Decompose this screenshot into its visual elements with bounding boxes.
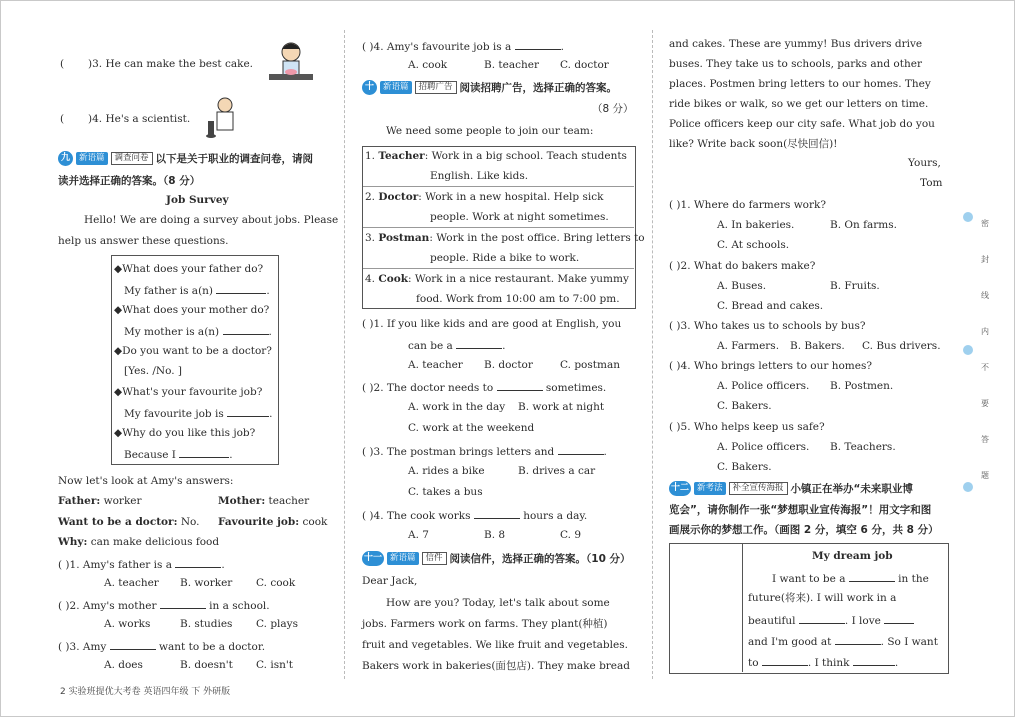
c1-q3-opt-b: B. doesn't [180, 659, 233, 671]
ad-teacher-l2: English. Like kids. [430, 170, 529, 182]
c2-q4-opt-c: C. doctor [560, 59, 609, 71]
poster-drawing-area-divider [742, 544, 743, 672]
section-instruction: 阅读信件，选择正确的答案。（10 分） [449, 553, 631, 565]
ad-divider [363, 186, 634, 187]
survey-intro-2: help us answer these questions. [58, 235, 229, 247]
c3-q4-opt-b: B. Postmen. [830, 380, 894, 392]
c3-q1-opt-c: C. At schools. [717, 239, 790, 251]
section-tag: 新语篇 [380, 81, 412, 94]
baker-boy-illustration [265, 38, 317, 86]
poster-line-3: beautiful . I love [748, 612, 914, 628]
q3-paren: ( [60, 58, 65, 70]
c2-q3-opt-b: B. drives a car [518, 465, 596, 477]
margin-char: 封 [981, 255, 989, 264]
survey-q1: ◆What does your father do? [114, 263, 264, 275]
page-footer: 2 实验班提优大考卷 英语四年级 下 外研版 [60, 687, 231, 697]
c1-question-2: ( )2. Amy's mother in a school. [58, 597, 270, 613]
c3-q1-opt-a: A. In bakeries. [717, 219, 795, 231]
survey-a1: My father is a(n) . [124, 282, 270, 298]
section-number: 九 [58, 151, 73, 166]
c2-question-4b: ( )4. The cook works hours a day. [362, 507, 587, 523]
c3-question-2: ( )2. What do bakers make? [669, 260, 816, 272]
section-9-header [58, 151, 313, 166]
c2-q4-opt-a: A. cook [408, 59, 448, 71]
c2-q2-opt-c: C. work at the weekend [408, 422, 535, 434]
poster-title: My dream job [812, 550, 893, 562]
margin-char: 内 [981, 327, 989, 336]
section-subtag: 补全宣传海报 [729, 482, 788, 495]
survey-q5: ◆Why do you like this job? [114, 427, 256, 439]
column-divider-2 [652, 30, 653, 679]
c2-q4b-opt-b: B. 8 [484, 529, 506, 541]
c1-q2-opt-a: A. works [104, 618, 151, 630]
amy-why: Why: can make delicious food [58, 536, 220, 548]
section-subtag: 信件 [422, 552, 447, 565]
c3-q1-opt-b: B. On farms. [830, 219, 897, 231]
survey-a3: [Yes. /No. ] [124, 365, 183, 377]
letter-line: How are you? Today, let's talk about some [386, 597, 610, 609]
c3-question-3: ( )3. Who takes us to schools by bus? [669, 320, 866, 332]
c3-q2-opt-c: C. Bread and cakes. [717, 300, 824, 312]
c3-q5-opt-a: A. Police officers. [717, 441, 810, 453]
section-tag: 新考法 [694, 482, 726, 495]
c1-question-3: ( )3. Amy want to be a doctor. [58, 638, 265, 654]
survey-a2: My mother is a(n) . [124, 323, 272, 339]
c3-q3-opt-b: B. Bakers. [790, 340, 845, 352]
section-instruction-cont: 画展示你的梦想工作。（画图 2 分，填空 6 分，共 8 分） [669, 524, 939, 536]
section-number: 十 [362, 80, 377, 95]
margin-hole [963, 482, 973, 492]
letter-closing: Yours, [908, 157, 941, 169]
ad-divider [363, 227, 634, 228]
c3-question-5: ( )5. Who helps keep us safe? [669, 421, 825, 433]
ad-intro: We need some people to join our team: [386, 125, 594, 137]
section-11-header [362, 551, 631, 566]
c2-q3-opt-c: C. takes a bus [408, 486, 483, 498]
c2-question-3: ( )3. The postman brings letters and . [362, 443, 607, 459]
c3-q4-opt-c: C. Bakers. [717, 400, 772, 412]
section-instruction: 小镇正在举办“未来职业博 [790, 483, 913, 495]
c1-q3-opt-c: C. isn't [256, 659, 293, 671]
amy-mother: Mother: teacher [218, 495, 310, 507]
margin-char: 不 [981, 363, 989, 372]
column-divider-1 [344, 30, 345, 679]
survey-q3: ◆Do you want to be a doctor? [114, 345, 272, 357]
c2-question-2: ( )2. The doctor needs to sometimes. [362, 379, 606, 395]
section-subtag: 招聘广告 [415, 81, 457, 94]
c3-q5-opt-c: C. Bakers. [717, 461, 772, 473]
amy-intro: Now let's look at Amy's answers: [58, 475, 234, 487]
q4-text: )4. He's a scientist. [88, 113, 191, 125]
section-12-header [669, 481, 913, 496]
c3-q2-opt-b: B. Fruits. [830, 280, 880, 292]
ad-doctor-l1: 2. Doctor: Work in a new hospital. Help sick [365, 191, 604, 203]
margin-char: 答 [981, 435, 989, 444]
c1-q1-opt-a: A. teacher [104, 577, 159, 589]
amy-want-doctor: Want to be a doctor: No. [58, 516, 200, 528]
ad-teacher-l1: 1. Teacher: Work in a big school. Teach students [365, 150, 627, 162]
survey-title: Job Survey [166, 194, 229, 206]
letter-greeting: Dear Jack, [362, 575, 418, 587]
survey-q4: ◆What's your favourite job? [114, 386, 263, 398]
poster-line-2: future(将来). I will work in a [748, 592, 897, 604]
c2-q4b-opt-a: A. 7 [408, 529, 429, 541]
c2-q4b-opt-c: C. 9 [560, 529, 582, 541]
c2-question-4: ( )4. Amy's favourite job is a . [362, 38, 564, 54]
c1-q3-opt-a: A. does [104, 659, 143, 671]
c2-q2-opt-a: A. work in the day [408, 401, 506, 413]
ad-divider [363, 268, 634, 269]
c2-q3-opt-a: A. rides a bike [408, 465, 485, 477]
letter-line: jobs. Farmers work on farms. They plant(种植) [362, 618, 608, 630]
c2-question-1: ( )1. If you like kids and are good at English, you [362, 318, 622, 330]
margin-char: 线 [981, 291, 989, 300]
margin-char: 题 [981, 471, 989, 480]
c3-q5-opt-b: B. Teachers. [830, 441, 896, 453]
survey-a4: My favourite job is . [124, 405, 272, 421]
section-instruction-cont: 览会”，请你制作一张“梦想职业宣传海报”！用文字和图 [669, 504, 932, 516]
ad-cook-l2: food. Work from 10:00 am to 7:00 pm. [416, 293, 620, 305]
c3-q3-opt-c: C. Bus drivers. [862, 340, 941, 352]
letter-line: and cakes. These are yummy! Bus drivers drive [669, 38, 923, 50]
scientist-illustration [205, 95, 241, 141]
amy-father: Father: worker [58, 495, 142, 507]
section-number: 十二 [669, 481, 691, 496]
section-instruction: 以下是关于职业的调查问卷，请阅 [155, 153, 314, 165]
c2-q1-opt-b: B. doctor [484, 359, 533, 371]
survey-q2: ◆What does your mother do? [114, 304, 270, 316]
poster-line-4: and I'm good at . So I want [748, 633, 938, 649]
letter-line: ride bikes or walk, so we get our letters on time. [669, 98, 929, 110]
section-subtag: 调查问卷 [111, 152, 153, 165]
letter-line: places. Postmen bring letters to our homes. They [669, 78, 931, 90]
poster-line-1: I want to be a in the [772, 570, 929, 586]
q3-text: )3. He can make the best cake. [88, 58, 254, 70]
letter-line: Bakers work in bakeries(面包店). They make bread [362, 660, 631, 672]
poster-line-5: to . I think . [748, 654, 898, 670]
letter-line: fruit and vegetables. We like fruit and vegetables. [362, 639, 628, 651]
ad-cook-l1: 4. Cook: Work in a nice restaurant. Make yummy [365, 273, 629, 285]
margin-hole [963, 212, 973, 222]
c2-q1-opt-c: C. postman [560, 359, 620, 371]
c3-q4-opt-a: A. Police officers. [717, 380, 810, 392]
section-tag: 新语篇 [76, 152, 108, 165]
q4-paren: ( [60, 113, 65, 125]
c3-question-1: ( )1. Where do farmers work? [669, 199, 827, 211]
letter-line: Police officers keep our city safe. What job do you [669, 118, 935, 130]
letter-signature: Tom [920, 177, 943, 189]
c1-q1-opt-c: C. cook [256, 577, 296, 589]
ad-doctor-l2: people. Work at night sometimes. [430, 211, 609, 223]
survey-a5: Because I . [124, 446, 233, 462]
margin-char: 要 [981, 399, 989, 408]
c2-q4-opt-b: B. teacher [484, 59, 539, 71]
c2-question-1-cont: can be a . [408, 337, 505, 353]
letter-line: buses. They take us to schools, parks and other [669, 58, 922, 70]
c1-question-1: ( )1. Amy's father is a . [58, 556, 225, 572]
ad-postman-l2: people. Ride a bike to work. [430, 252, 580, 264]
c3-q3-opt-a: A. Farmers. [717, 340, 780, 352]
section-10-header [362, 80, 617, 95]
c3-q2-opt-a: A. Buses. [717, 280, 767, 292]
section-score: （8 分） [592, 103, 634, 115]
c1-q2-opt-b: B. studies [180, 618, 233, 630]
c3-question-4: ( )4. Who brings letters to our homes? [669, 360, 872, 372]
section-number: 十一 [362, 551, 384, 566]
section-tag: 新语篇 [387, 552, 419, 565]
margin-char: 密 [981, 219, 989, 228]
ad-postman-l1: 3. Postman: Work in the post office. Bring letters to [365, 232, 645, 244]
letter-line: like? Write back soon(尽快回信)! [669, 138, 838, 150]
c1-q2-opt-c: C. plays [256, 618, 298, 630]
survey-intro-1: Hello! We are doing a survey about jobs. Please [84, 214, 339, 226]
c1-q1-opt-b: B. worker [180, 577, 233, 589]
section-instruction-cont: 读并选择正确的答案。（8 分） [58, 175, 201, 187]
c2-q1-opt-a: A. teacher [408, 359, 463, 371]
margin-hole [963, 345, 973, 355]
section-instruction: 阅读招聘广告，选择正确的答案。 [459, 82, 618, 94]
c2-q2-opt-b: B. work at night [518, 401, 605, 413]
amy-favourite: Favourite job: cook [218, 516, 328, 528]
